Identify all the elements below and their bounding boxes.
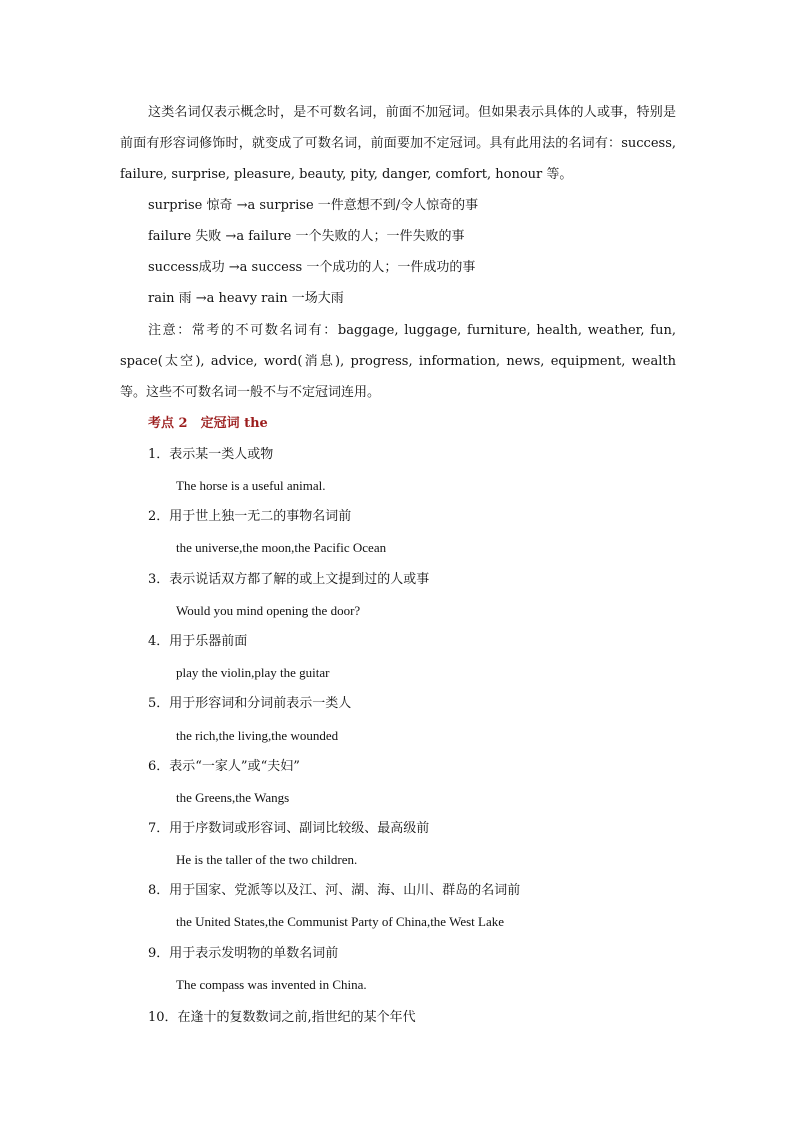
example-line-1: surprise 惊奇 →a surprise 一件意想不到/令人惊奇的事 (148, 198, 479, 213)
item-label-6: 6．表示“一家人”或“夫妇” (148, 759, 300, 774)
item-label-1: 1．表示某一类人或物 (148, 447, 274, 462)
example-line-2: failure 失败 →a failure 一个失败的人；一件失败的事 (148, 229, 465, 244)
item-label-5: 5．用于形容词和分词前表示一类人 (148, 696, 352, 711)
item-example-6: the Greens,the Wangs (176, 790, 290, 805)
item-example-7: He is the taller of the two children. (176, 852, 358, 867)
intro-paragraph: 这类名词仅表示概念时，是不可数名词，前面不加冠词。但如果表示具体的人或事，特别是前面有形容词修饰时，就变成了可数名词，前面要加不定冠词。具有此用法的名词有：success, failure, surprise, pleasure, beauty, pity, danger, comfort, honour 等。 (120, 105, 676, 182)
item-example-4: play the violin,play the guitar (176, 665, 330, 680)
example-line-3: success成功 →a success 一个成功的人；一件成功的事 (148, 260, 476, 275)
example-line-4: rain 雨 →a heavy rain 一场大雨 (148, 291, 344, 306)
item-example-9: The compass was invented in China. (176, 977, 367, 992)
item-label-3: 3．表示说话双方都了解的或上文提到过的人或事 (148, 572, 430, 587)
item-example-8: the United States,the Communist Party of China,the West Lake (176, 914, 504, 929)
item-label-10: 10．在逢十的复数数词之前,指世纪的某个年代 (148, 1010, 416, 1025)
item-label-9: 9．用于表示发明物的单数名词前 (148, 946, 339, 961)
item-example-1: The horse is a useful animal. (176, 478, 326, 493)
note-paragraph: 注意：常考的不可数名词有：baggage, luggage, furniture, health, weather, fun, space(太空), advice, word(消息), progress, information, news, equipment, wealth 等。这些不可数名词一般不与不定冠词连用。 (120, 323, 676, 400)
item-label-2: 2．用于世上独一无二的事物名词前 (148, 509, 352, 524)
item-example-2: the universe,the moon,the Pacific Ocean (176, 540, 387, 555)
item-example-3: Would you mind opening the door? (176, 603, 361, 618)
item-label-8: 8．用于国家、党派等以及江、河、湖、海、山川、群岛的名词前 (148, 883, 521, 898)
item-example-5: the rich,the living,the wounded (176, 728, 339, 743)
item-label-4: 4．用于乐器前面 (148, 634, 248, 649)
item-label-7: 7．用于序数词或形容词、副词比较级、最高级前 (148, 821, 430, 836)
section-heading: 考点 2 定冠词 the (148, 416, 268, 431)
